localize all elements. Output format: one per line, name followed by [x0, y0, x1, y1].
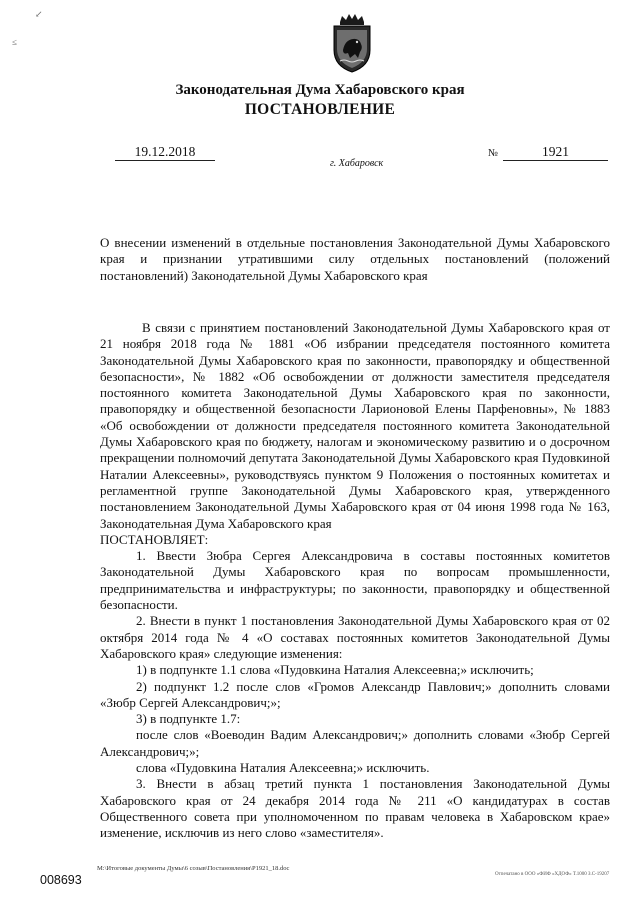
paragraph-sub-1: 1) в подпункте 1.1 слова «Пудовкина Наталия Алексеевна;» исключить; — [136, 662, 534, 678]
paragraph-sub-3: 3) в подпункте 1.7: — [136, 711, 241, 727]
paragraph-sub-3b: слова «Пудовкина Наталия Алексеевна;» исключить. — [136, 760, 430, 776]
coat-of-arms-icon — [326, 14, 378, 74]
paragraph-item-1: 1. Ввести Зюбра Сергея Александровича в составы постоянных комитетов Законодательной Думы Хабаровского края по вопросам промышленности, предпринимательства и инфраструктуры; по законности, правопорядку и общественной безопасности. — [100, 548, 610, 613]
margin-mark: ↙ — [35, 9, 43, 19]
document-body — [100, 320, 610, 842]
resolves-heading: ПОСТАНОВЛЯЕТ: — [100, 531, 209, 547]
document-number: 1921 — [503, 144, 608, 161]
document-type: ПОСТАНОВЛЕНИЕ — [244, 101, 396, 118]
number-sign: № — [488, 148, 499, 159]
paragraph-item-3: 3. Внести в абзац третий пункта 1 постановления Законодательной Думы Хабаровского края от 24 декабря 2014 года № 211 «О кандидатурах в состав Общественного совета при уполномоченном по правам человека в Хабаровском крае» изменение, исключив из него слово «заместителя». — [100, 776, 610, 841]
preamble-paragraph: В связи с принятием постановлений Законодательной Думы Хабаровского края от 21 ноября 2018 года № 1881 «Об избрании председателя постоянного комитета Законодательной Думы Хабаровского края по законности, правопорядку и общественной безопасности», № 1882 «Об освобождении от должности заместителя председателя постоянного комитета Законодательной Думы Хабаровского края по законности, правопорядку и общественной безопасности Ларионовой Елены Парфеновны», № 1883 «Об освобождении от должности председателя постоянного комитета Законодательной Думы Хабаровского края по бюджету, налогам и экономическому развитию и о досрочном прекращении полномочий депутата Законодательной Думы Хабаровского края Пудовкиной Наталии Алексеевны», руководствуясь пунктом 9 Положения о постоянных комитетах и регламентной группе Законодательной Думы Хабаровского края, утвержденного постановлением Законодательной Думы Хабаровского края от 04 июня 1998 года № 163, Законодательная Дума Хабаровского края — [100, 320, 610, 531]
document-city: г. Хабаровск — [330, 158, 384, 169]
margin-mark: ≤ — [12, 37, 17, 47]
organization-name: Законодательная Дума Хабаровского края — [175, 82, 465, 98]
paragraph-sub-2: 2) подпункт 1.2 после слов «Громов Александр Павлович;» дополнить словами «Зюбр Сергей Александрович;»; — [100, 678, 610, 710]
file-path: M:\Итоговые документы Думы\6 созыв\Постановления\P1921_18.doc — [97, 865, 290, 872]
print-imprint: Отпечатано в ООО «ФИФ «ХДОФ» Т.1000 З.С-19207 — [495, 872, 610, 877]
paragraph-sub-3a: после слов «Воеводин Вадим Александрович;» дополнить словами «Зюбр Сергей Александрович;»; — [100, 727, 610, 759]
form-serial-number: 008693 — [40, 873, 82, 887]
document-subject: О внесении изменений в отдельные постановления Законодательной Думы Хабаровского края и признании утратившими силу отдельных постановлений (положений постановлений) Законодательной Думы Хабаровского края — [100, 235, 610, 283]
document-date: 19.12.2018 — [115, 144, 215, 161]
paragraph-item-2: 2. Внести в пункт 1 постановления Законодательной Думы Хабаровского края от 02 октября 2014 года № 4 «О составах постоянных комитетов Законодательной Думы Хабаровского края» следующие изменения: — [100, 613, 610, 661]
